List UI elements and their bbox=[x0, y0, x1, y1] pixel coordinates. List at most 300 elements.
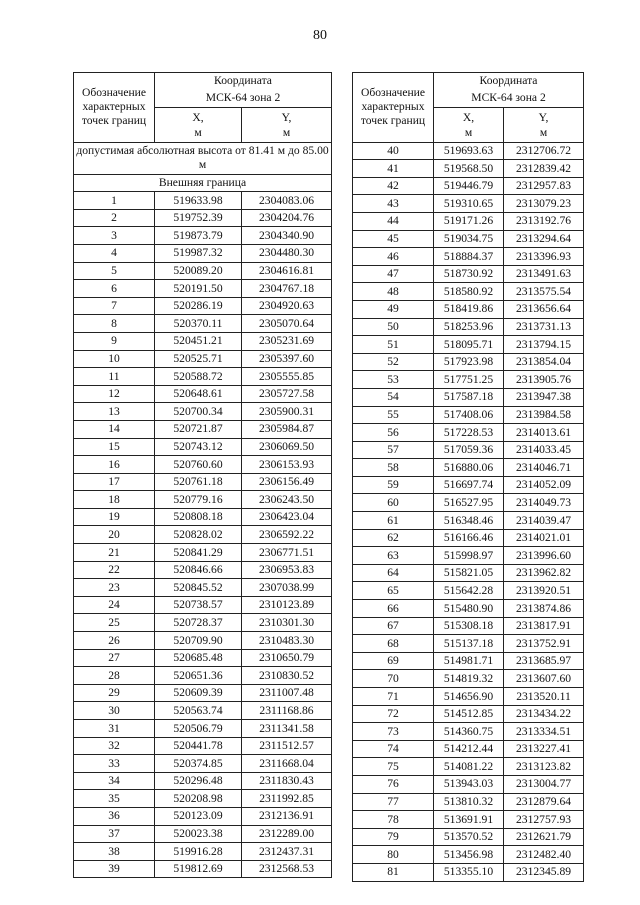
header-coordinate-system: МСК-64 зона 2 bbox=[205, 90, 281, 104]
point-number: 59 bbox=[353, 476, 434, 494]
table-row bbox=[353, 459, 584, 477]
table-row bbox=[353, 265, 584, 283]
table-row bbox=[353, 212, 584, 230]
table-row bbox=[74, 385, 332, 403]
coord-y: 2311341.58 bbox=[242, 720, 332, 738]
coord-y: 2310650.79 bbox=[242, 649, 332, 667]
coord-x: 517228.53 bbox=[434, 424, 504, 442]
table-row bbox=[353, 318, 584, 336]
coord-y: 2313947.38 bbox=[504, 388, 584, 406]
coord-y: 2312345.89 bbox=[504, 863, 584, 881]
coord-x: 520374.85 bbox=[155, 755, 242, 773]
coord-y: 2311512.57 bbox=[242, 737, 332, 755]
coord-x: 519446.79 bbox=[434, 177, 504, 195]
point-number: 68 bbox=[353, 635, 434, 653]
coord-y: 2314033.45 bbox=[504, 441, 584, 459]
point-number: 46 bbox=[353, 248, 434, 266]
coord-x: 516880.06 bbox=[434, 459, 504, 477]
table-row bbox=[353, 670, 584, 688]
coord-y: 2311168.86 bbox=[242, 702, 332, 720]
coord-y: 2313685.97 bbox=[504, 652, 584, 670]
coord-x: 514360.75 bbox=[434, 723, 504, 741]
table-row bbox=[74, 526, 332, 544]
point-number: 24 bbox=[74, 596, 155, 614]
table-row bbox=[74, 702, 332, 720]
coord-y: 2306153.93 bbox=[242, 456, 332, 474]
table-row bbox=[353, 388, 584, 406]
point-number: 7 bbox=[74, 297, 155, 315]
point-number: 49 bbox=[353, 300, 434, 318]
coord-x: 520779.16 bbox=[155, 491, 242, 509]
coord-x: 520296.48 bbox=[155, 772, 242, 790]
coord-y: 2312879.64 bbox=[504, 793, 584, 811]
page-number: 80 bbox=[313, 28, 327, 43]
coord-x: 518419.86 bbox=[434, 300, 504, 318]
table-row bbox=[353, 512, 584, 530]
header-x-label: X, bbox=[462, 110, 475, 124]
coord-y: 2313520.11 bbox=[504, 688, 584, 706]
coord-x: 520123.09 bbox=[155, 807, 242, 825]
header-y-label: Y, bbox=[538, 110, 549, 124]
point-number: 41 bbox=[353, 160, 434, 178]
coord-y: 2313123.82 bbox=[504, 758, 584, 776]
point-number: 8 bbox=[74, 315, 155, 333]
table-row bbox=[353, 688, 584, 706]
coord-y: 2312957.83 bbox=[504, 177, 584, 195]
table-row bbox=[74, 244, 332, 262]
coord-y: 2313396.93 bbox=[504, 248, 584, 266]
point-number: 30 bbox=[74, 702, 155, 720]
table-row bbox=[74, 227, 332, 245]
table-row bbox=[74, 456, 332, 474]
point-number: 31 bbox=[74, 720, 155, 738]
coord-x: 520685.48 bbox=[155, 649, 242, 667]
point-number: 73 bbox=[353, 723, 434, 741]
point-number: 33 bbox=[74, 755, 155, 773]
coord-y: 2313227.41 bbox=[504, 740, 584, 758]
coord-y: 2306592.22 bbox=[242, 526, 332, 544]
coord-y: 2307038.99 bbox=[242, 579, 332, 597]
coord-x: 520089.20 bbox=[155, 262, 242, 280]
coord-x: 520208.98 bbox=[155, 790, 242, 808]
point-number: 25 bbox=[74, 614, 155, 632]
coord-y: 2313656.64 bbox=[504, 300, 584, 318]
coord-y: 2312839.42 bbox=[504, 160, 584, 178]
point-number: 15 bbox=[74, 438, 155, 456]
table-row bbox=[353, 863, 584, 881]
coord-y: 2312136.91 bbox=[242, 807, 332, 825]
coord-y: 2313854.04 bbox=[504, 353, 584, 371]
table-row bbox=[353, 600, 584, 618]
coord-y: 2311668.04 bbox=[242, 755, 332, 773]
point-number: 29 bbox=[74, 684, 155, 702]
coord-y: 2306069.50 bbox=[242, 438, 332, 456]
section-title: Внешняя граница bbox=[74, 174, 332, 192]
coord-y: 2314052.09 bbox=[504, 476, 584, 494]
coord-y: 2312568.53 bbox=[242, 860, 332, 878]
coord-x: 514081.22 bbox=[434, 758, 504, 776]
point-number: 53 bbox=[353, 371, 434, 389]
point-number: 20 bbox=[74, 526, 155, 544]
height-note: допустимая абсолютная высота от 81.41 м до 85.00 м bbox=[74, 142, 332, 174]
coord-x: 518884.37 bbox=[434, 248, 504, 266]
table-row bbox=[353, 564, 584, 582]
point-number: 77 bbox=[353, 793, 434, 811]
coord-y: 2305397.60 bbox=[242, 350, 332, 368]
coord-y: 2305727.58 bbox=[242, 385, 332, 403]
coord-x: 520651.36 bbox=[155, 667, 242, 685]
point-number: 56 bbox=[353, 424, 434, 442]
table-row bbox=[353, 723, 584, 741]
point-number: 74 bbox=[353, 740, 434, 758]
coord-x: 519873.79 bbox=[155, 227, 242, 245]
point-number: 6 bbox=[74, 280, 155, 298]
coord-y: 2311830.43 bbox=[242, 772, 332, 790]
coordinates-table-right bbox=[352, 72, 584, 882]
point-number: 35 bbox=[74, 790, 155, 808]
coord-y: 2305231.69 bbox=[242, 332, 332, 350]
table-row bbox=[74, 860, 332, 878]
point-number: 38 bbox=[74, 843, 155, 861]
table-row bbox=[74, 491, 332, 509]
point-number: 12 bbox=[74, 385, 155, 403]
coord-x: 519171.26 bbox=[434, 212, 504, 230]
point-number: 75 bbox=[353, 758, 434, 776]
coord-x: 514656.90 bbox=[434, 688, 504, 706]
coord-x: 520441.78 bbox=[155, 737, 242, 755]
coord-x: 519568.50 bbox=[434, 160, 504, 178]
table-row bbox=[74, 632, 332, 650]
table-row bbox=[353, 424, 584, 442]
point-number: 17 bbox=[74, 473, 155, 491]
header-coordinate-title: Координата bbox=[214, 74, 272, 87]
point-number: 65 bbox=[353, 582, 434, 600]
table-row bbox=[353, 476, 584, 494]
coord-y: 2304083.06 bbox=[242, 192, 332, 210]
table-row bbox=[353, 652, 584, 670]
coord-x: 519693.63 bbox=[434, 142, 504, 160]
table-row bbox=[74, 667, 332, 685]
header-point-label: Обозначение характерных точек границ bbox=[353, 73, 434, 143]
coord-y: 2313962.82 bbox=[504, 564, 584, 582]
point-number: 36 bbox=[74, 807, 155, 825]
coord-x: 514212.44 bbox=[434, 740, 504, 758]
table-row bbox=[74, 720, 332, 738]
coord-x: 520563.74 bbox=[155, 702, 242, 720]
coord-x: 520841.29 bbox=[155, 544, 242, 562]
coord-x: 520648.61 bbox=[155, 385, 242, 403]
header-y bbox=[242, 107, 332, 142]
coord-y: 2314021.01 bbox=[504, 529, 584, 547]
point-number: 3 bbox=[74, 227, 155, 245]
table-row bbox=[74, 561, 332, 579]
coord-x: 518253.96 bbox=[434, 318, 504, 336]
table-row bbox=[74, 438, 332, 456]
point-number: 43 bbox=[353, 195, 434, 213]
coord-x: 519310.65 bbox=[434, 195, 504, 213]
table-row bbox=[74, 280, 332, 298]
coord-y: 2313079.23 bbox=[504, 195, 584, 213]
table-row bbox=[74, 790, 332, 808]
point-number: 76 bbox=[353, 775, 434, 793]
table-row bbox=[74, 614, 332, 632]
coord-y: 2306156.49 bbox=[242, 473, 332, 491]
coord-x: 520738.57 bbox=[155, 596, 242, 614]
coord-y: 2304204.76 bbox=[242, 209, 332, 227]
table-row bbox=[353, 758, 584, 776]
table-row bbox=[353, 248, 584, 266]
coord-x: 520828.02 bbox=[155, 526, 242, 544]
point-number: 52 bbox=[353, 353, 434, 371]
header-x-label: X, bbox=[192, 110, 204, 124]
point-number: 42 bbox=[353, 177, 434, 195]
point-number: 72 bbox=[353, 705, 434, 723]
coord-y: 2305555.85 bbox=[242, 368, 332, 386]
coord-x: 515480.90 bbox=[434, 600, 504, 618]
coord-y: 2304767.18 bbox=[242, 280, 332, 298]
table-row bbox=[74, 649, 332, 667]
point-number: 80 bbox=[353, 846, 434, 864]
coord-x: 519987.32 bbox=[155, 244, 242, 262]
coord-x: 518580.92 bbox=[434, 283, 504, 301]
point-number: 2 bbox=[74, 209, 155, 227]
coord-x: 520808.18 bbox=[155, 508, 242, 526]
coord-x: 519633.98 bbox=[155, 192, 242, 210]
point-number: 1 bbox=[74, 192, 155, 210]
table-row bbox=[353, 705, 584, 723]
point-number: 21 bbox=[74, 544, 155, 562]
table-row bbox=[74, 209, 332, 227]
point-number: 11 bbox=[74, 368, 155, 386]
coord-y: 2313731.13 bbox=[504, 318, 584, 336]
coord-x: 515308.18 bbox=[434, 617, 504, 635]
table-row bbox=[353, 142, 584, 160]
point-number: 22 bbox=[74, 561, 155, 579]
table-row bbox=[353, 846, 584, 864]
point-number: 67 bbox=[353, 617, 434, 635]
point-number: 19 bbox=[74, 508, 155, 526]
point-number: 32 bbox=[74, 737, 155, 755]
table-row bbox=[74, 772, 332, 790]
coord-x: 513810.32 bbox=[434, 793, 504, 811]
point-number: 45 bbox=[353, 230, 434, 248]
table-row bbox=[353, 353, 584, 371]
table-row bbox=[74, 420, 332, 438]
table-row bbox=[74, 755, 332, 773]
coord-y: 2305984.87 bbox=[242, 420, 332, 438]
coord-y: 2313192.76 bbox=[504, 212, 584, 230]
point-number: 57 bbox=[353, 441, 434, 459]
coord-x: 520846.66 bbox=[155, 561, 242, 579]
coord-y: 2306423.04 bbox=[242, 508, 332, 526]
coord-x: 517408.06 bbox=[434, 406, 504, 424]
table-row bbox=[74, 403, 332, 421]
point-number: 14 bbox=[74, 420, 155, 438]
table-row bbox=[353, 811, 584, 829]
table-row bbox=[353, 775, 584, 793]
table-row bbox=[74, 825, 332, 843]
table-row bbox=[353, 582, 584, 600]
table-row bbox=[353, 195, 584, 213]
coord-x: 518730.92 bbox=[434, 265, 504, 283]
header-coordinate-system: МСК-64 зона 2 bbox=[471, 90, 546, 104]
table-row bbox=[353, 300, 584, 318]
coord-x: 515821.05 bbox=[434, 564, 504, 582]
coord-x: 513456.98 bbox=[434, 846, 504, 864]
coord-x: 520700.34 bbox=[155, 403, 242, 421]
point-number: 63 bbox=[353, 547, 434, 565]
point-number: 48 bbox=[353, 283, 434, 301]
coord-x: 520451.21 bbox=[155, 332, 242, 350]
header-y-label: Y, bbox=[281, 110, 292, 124]
point-number: 62 bbox=[353, 529, 434, 547]
table-row bbox=[74, 684, 332, 702]
coord-y: 2313334.51 bbox=[504, 723, 584, 741]
point-number: 51 bbox=[353, 336, 434, 354]
header-y-unit: м bbox=[282, 125, 291, 139]
point-number: 13 bbox=[74, 403, 155, 421]
header-y bbox=[504, 107, 584, 142]
coord-y: 2310301.30 bbox=[242, 614, 332, 632]
point-number: 66 bbox=[353, 600, 434, 618]
coord-y: 2306243.50 bbox=[242, 491, 332, 509]
coord-y: 2313905.76 bbox=[504, 371, 584, 389]
coord-x: 520370.11 bbox=[155, 315, 242, 333]
coord-x: 520721.87 bbox=[155, 420, 242, 438]
coord-x: 513691.91 bbox=[434, 811, 504, 829]
table-row bbox=[74, 544, 332, 562]
point-number: 23 bbox=[74, 579, 155, 597]
point-number: 78 bbox=[353, 811, 434, 829]
coord-x: 520845.52 bbox=[155, 579, 242, 597]
coord-y: 2311992.85 bbox=[242, 790, 332, 808]
coord-y: 2304340.90 bbox=[242, 227, 332, 245]
coord-y: 2313607.60 bbox=[504, 670, 584, 688]
coord-x: 517059.36 bbox=[434, 441, 504, 459]
coord-y: 2304480.30 bbox=[242, 244, 332, 262]
coord-x: 520191.50 bbox=[155, 280, 242, 298]
header-coordinate-title: Координата bbox=[479, 74, 538, 87]
coord-x: 520286.19 bbox=[155, 297, 242, 315]
coord-x: 514512.85 bbox=[434, 705, 504, 723]
table-row bbox=[353, 230, 584, 248]
coord-y: 2313491.63 bbox=[504, 265, 584, 283]
point-number: 61 bbox=[353, 512, 434, 530]
coord-y: 2313794.15 bbox=[504, 336, 584, 354]
coord-y: 2304920.63 bbox=[242, 297, 332, 315]
coord-x: 515998.97 bbox=[434, 547, 504, 565]
coord-y: 2314013.61 bbox=[504, 424, 584, 442]
coord-y: 2313817.91 bbox=[504, 617, 584, 635]
coord-x: 517751.25 bbox=[434, 371, 504, 389]
coord-x: 513355.10 bbox=[434, 863, 504, 881]
coord-x: 520709.90 bbox=[155, 632, 242, 650]
point-number: 70 bbox=[353, 670, 434, 688]
header-x bbox=[434, 107, 504, 142]
coord-x: 520525.71 bbox=[155, 350, 242, 368]
point-number: 71 bbox=[353, 688, 434, 706]
point-number: 58 bbox=[353, 459, 434, 477]
table-row bbox=[353, 283, 584, 301]
table-row bbox=[353, 441, 584, 459]
coord-y: 2310830.52 bbox=[242, 667, 332, 685]
header-point-label: Обозначение характерных точек границ bbox=[74, 73, 155, 143]
table-row bbox=[74, 192, 332, 210]
coordinates-table-left bbox=[73, 72, 332, 878]
header-coordinate bbox=[155, 73, 332, 108]
table-row bbox=[353, 406, 584, 424]
coord-y: 2313752.91 bbox=[504, 635, 584, 653]
point-number: 26 bbox=[74, 632, 155, 650]
coord-y: 2304616.81 bbox=[242, 262, 332, 280]
point-number: 27 bbox=[74, 649, 155, 667]
point-number: 18 bbox=[74, 491, 155, 509]
coord-x: 519916.28 bbox=[155, 843, 242, 861]
coord-y: 2305900.31 bbox=[242, 403, 332, 421]
coord-y: 2313294.64 bbox=[504, 230, 584, 248]
coord-x: 519812.69 bbox=[155, 860, 242, 878]
table-row bbox=[74, 315, 332, 333]
coord-y: 2313920.51 bbox=[504, 582, 584, 600]
coord-x: 513570.52 bbox=[434, 828, 504, 846]
coord-x: 519752.39 bbox=[155, 209, 242, 227]
table-row bbox=[74, 262, 332, 280]
coord-y: 2312621.79 bbox=[504, 828, 584, 846]
coord-y: 2305070.64 bbox=[242, 315, 332, 333]
coord-y: 2313874.86 bbox=[504, 600, 584, 618]
point-number: 69 bbox=[353, 652, 434, 670]
table-row bbox=[74, 843, 332, 861]
coord-x: 520761.18 bbox=[155, 473, 242, 491]
table-row bbox=[353, 529, 584, 547]
point-number: 16 bbox=[74, 456, 155, 474]
coord-y: 2311007.48 bbox=[242, 684, 332, 702]
table-row bbox=[74, 332, 332, 350]
coord-y: 2310483.30 bbox=[242, 632, 332, 650]
header-x-unit: м bbox=[464, 125, 473, 139]
coord-x: 514819.32 bbox=[434, 670, 504, 688]
table-row bbox=[74, 508, 332, 526]
table-row bbox=[353, 635, 584, 653]
table-row bbox=[74, 807, 332, 825]
header-y-unit: м bbox=[539, 125, 548, 139]
coord-y: 2310123.89 bbox=[242, 596, 332, 614]
coord-y: 2306953.83 bbox=[242, 561, 332, 579]
coord-y: 2314049.73 bbox=[504, 494, 584, 512]
coord-y: 2313575.54 bbox=[504, 283, 584, 301]
coord-x: 515137.18 bbox=[434, 635, 504, 653]
point-number: 50 bbox=[353, 318, 434, 336]
table-row bbox=[74, 297, 332, 315]
coord-x: 518095.71 bbox=[434, 336, 504, 354]
coord-x: 520506.79 bbox=[155, 720, 242, 738]
point-number: 40 bbox=[353, 142, 434, 160]
point-number: 9 bbox=[74, 332, 155, 350]
point-number: 81 bbox=[353, 863, 434, 881]
point-number: 5 bbox=[74, 262, 155, 280]
point-number: 60 bbox=[353, 494, 434, 512]
coord-y: 2313004.77 bbox=[504, 775, 584, 793]
table-row bbox=[353, 336, 584, 354]
header-x bbox=[155, 107, 242, 142]
point-number: 44 bbox=[353, 212, 434, 230]
coord-x: 516697.74 bbox=[434, 476, 504, 494]
table-row bbox=[353, 793, 584, 811]
coord-y: 2312482.40 bbox=[504, 846, 584, 864]
coord-y: 2312706.72 bbox=[504, 142, 584, 160]
coord-x: 519034.75 bbox=[434, 230, 504, 248]
coord-y: 2314039.47 bbox=[504, 512, 584, 530]
